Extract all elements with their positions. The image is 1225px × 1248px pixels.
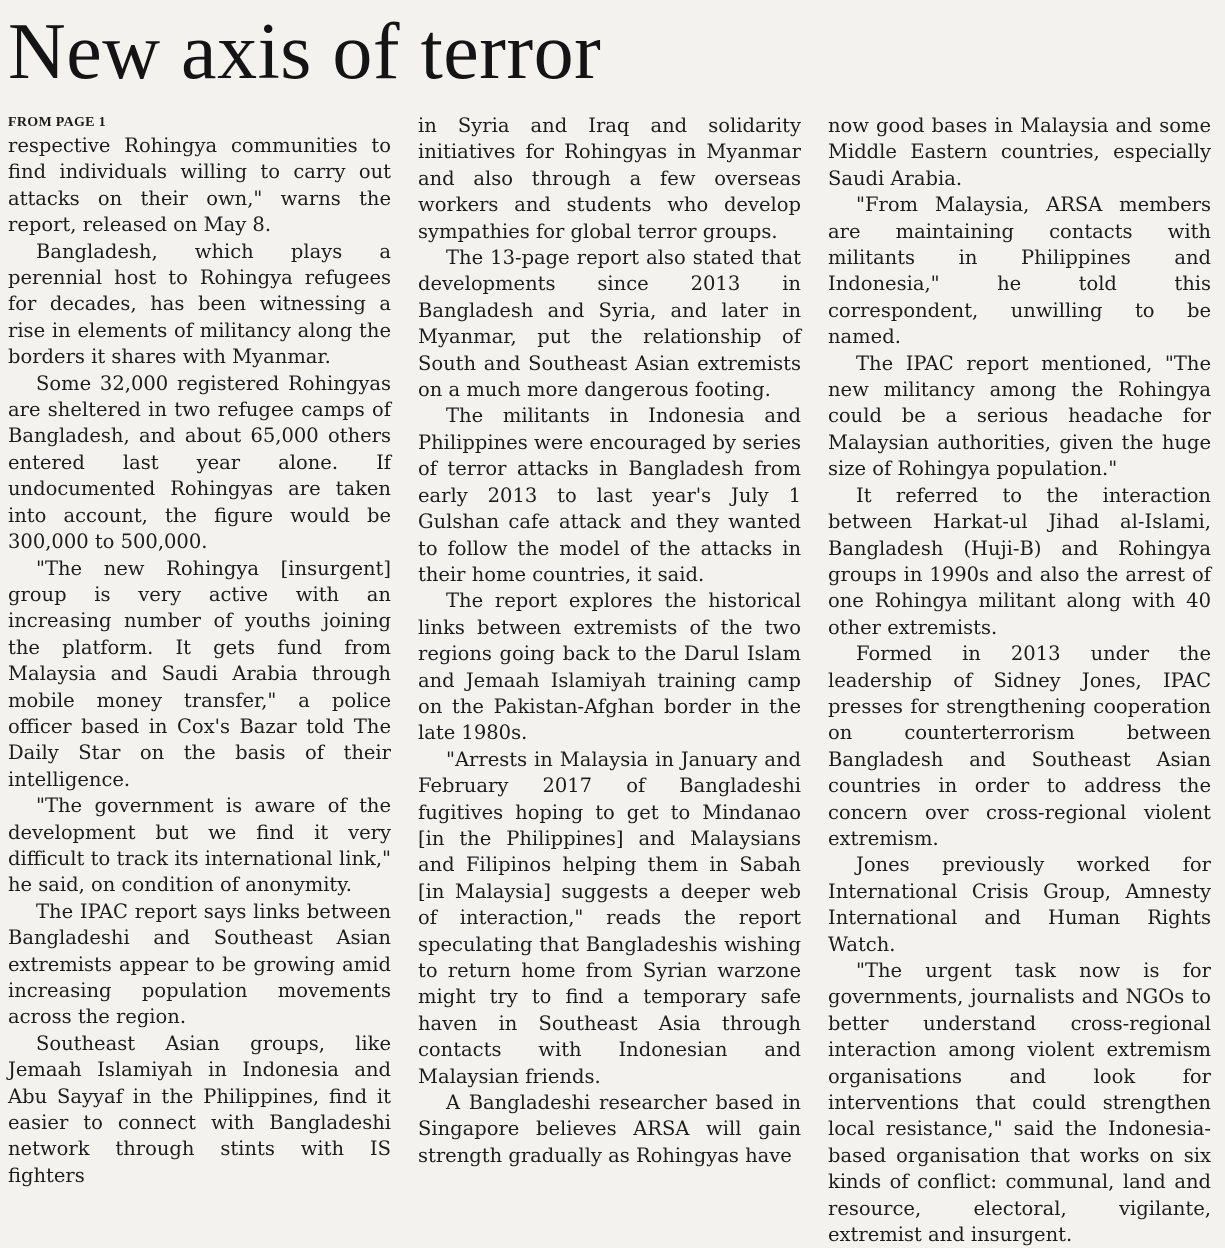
- paragraph: now good bases in Malaysia and some Middle Eastern countries, especially Saudi Arabia.: [828, 114, 1211, 190]
- paragraph: The IPAC report says links between Bangladeshi and Southeast Asian extremists appear to be growing amid increasing population movements across the region.: [8, 899, 391, 1029]
- paragraph: "The urgent task now is for governments, journalists and NGOs to better understand cross-regional interaction among violent extremism organisations and look for interventions that could strengthen local resistance," said the Indonesia-based organisation that works on six kinds of conflict: communal, land and resource, electoral, vigilante, extremist and insurgent.: [828, 959, 1211, 1247]
- kicker-from-page: FROM PAGE 1: [8, 115, 106, 130]
- paragraph: Bangladesh, which plays a perennial host to Rohingya refugees for decades, has been witnessing a rise in elements of militancy along the borders it shares with Myanmar.: [8, 239, 391, 369]
- article-column-3: [828, 113, 1211, 1248]
- paragraph: respective Rohingya communities to find individuals willing to carry out attacks on their own," warns the report, released on May 8.: [8, 134, 391, 237]
- paragraph: "The government is aware of the development but we find it very difficult to track its international link," he said, on condition of anonymity.: [8, 794, 391, 897]
- paragraph: "The new Rohingya [insurgent] group is very active with an increasing number of youths joining the platform. It gets fund from Malaysia and Saudi Arabia through mobile money transfer," a police officer based in Cox's Bazar told The Daily Star on the basis of their intelligence.: [8, 556, 391, 791]
- article-column-2: [418, 113, 801, 1169]
- paragraph: Some 32,000 registered Rohingyas are sheltered in two refugee camps of Bangladesh, and about 65,000 others entered last year alone. If undocumented Rohingyas are taken into account, the figure would be 300,000 to 500,000.: [8, 371, 391, 554]
- paragraph: "From Malaysia, ARSA members are maintaining contacts with militants in Philippines and Indonesia," he told this correspondent, unwilling to be named.: [828, 193, 1211, 349]
- article-column-1: [8, 113, 391, 1189]
- paragraph: The IPAC report mentioned, "The new militancy among the Rohingya could be a serious headache for Malaysian authorities, given the huge size of Rohingya population.": [828, 351, 1211, 481]
- paragraph: in Syria and Iraq and solidarity initiatives for Rohingyas in Myanmar and also through a few overseas workers and students who develop sympathies for global terror groups.: [418, 114, 801, 243]
- paragraph: The 13-page report also stated that developments since 2013 in Bangladesh and Syria, and later in Myanmar, put the relationship of South and Southeast Asian extremists on a much more dangerous footing.: [418, 246, 801, 402]
- headline: New axis of terror: [8, 8, 602, 96]
- paragraph: The report explores the historical links between extremists of the two regions going back to the Darul Islam and Jemaah Islamiyah training camp on the Pakistan-Afghan border in the late 1980s.: [418, 589, 801, 745]
- paragraph: Jones previously worked for International Crisis Group, Amnesty International and Human Rights Watch.: [828, 853, 1211, 956]
- paragraph: A Bangladeshi researcher based in Singapore believes ARSA will gain strength gradually as Rohingyas have: [418, 1091, 801, 1167]
- paragraph: Southeast Asian groups, like Jemaah Islamiyah in Indonesia and Abu Sayyaf in the Philippines, find it easier to connect with Bangladeshi network through stints with IS fighters: [8, 1031, 391, 1187]
- paragraph: "Arrests in Malaysia in January and February 2017 of Bangladeshi fugitives hoping to get to Mindanao [in the Philippines] and Malaysians and Filipinos helping them in Sabah [in Malaysia] suggests a deeper web of interaction," reads the report speculating that Bangladeshis wishing to return home from Syrian warzone might try to find a temporary safe haven in Southeast Asia through contacts with Indonesian and Malaysian friends.: [418, 747, 801, 1088]
- paragraph: The militants in Indonesia and Philippines were encouraged by series of terror attacks in Bangladesh from early 2013 to last year's July 1 Gulshan cafe attack and they wanted to follow the model of the attacks in their home countries, it said.: [418, 404, 801, 586]
- paragraph: It referred to the interaction between Harkat-ul Jihad al-Islami, Bangladesh (Huji-B) and Rohingya groups in 1990s and also the arrest of one Rohingya militant along with 40 other extremists.: [828, 483, 1211, 639]
- paragraph: Formed in 2013 under the leadership of Sidney Jones, IPAC presses for strengthening cooperation on counterterrorism between Bangladesh and Southeast Asian countries in order to address the concern over cross-regional violent extremism.: [828, 642, 1211, 850]
